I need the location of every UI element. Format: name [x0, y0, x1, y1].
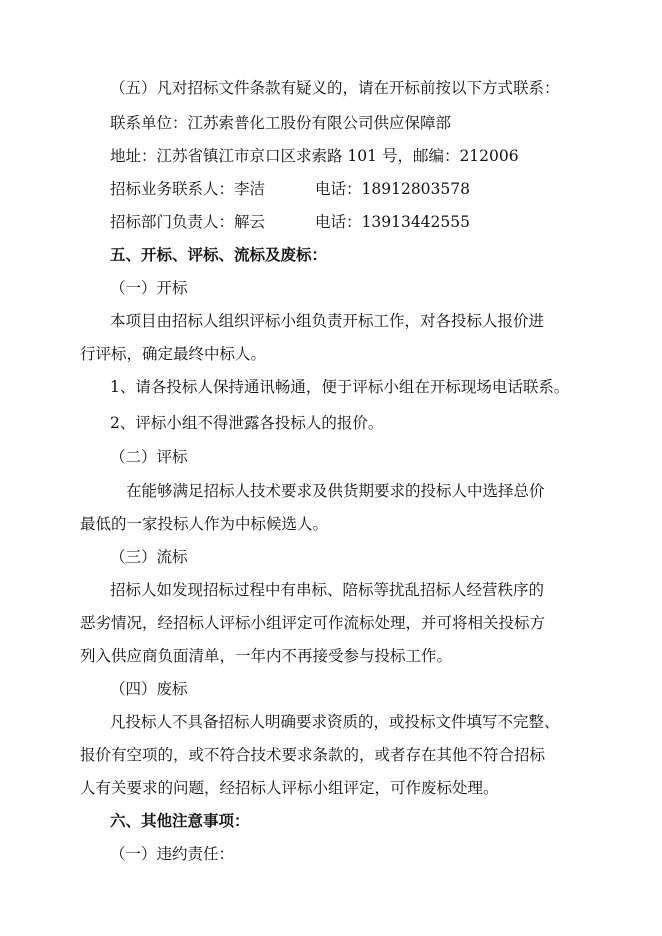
opening-title: （一）开标 [110, 279, 188, 297]
failure-line3: 列入供应商负面清单，一年内不再接受参与投标工作。 [80, 647, 453, 665]
section5-heading: 五、开标、评标、流标及废标： [110, 246, 328, 264]
failure-title: （三）流标 [110, 548, 188, 566]
contact-intro: （五）凡对招标文件条款有疑义的，请在开标前按以下方式联系： [110, 79, 560, 97]
section6-heading: 六、其他注意事项： [110, 812, 250, 830]
dept-phone: 电话：13913442555 [315, 213, 470, 231]
failure-line2: 恶劣情况，经招标人评标小组评定可作流标处理，并可将相关投标方 [80, 614, 546, 632]
breach-title: （一）违约责任： [110, 845, 235, 863]
contact-unit: 联系单位：江苏索普化工股份有限公司供应保障部 [110, 114, 452, 132]
business-phone: 电话：18912803578 [315, 180, 470, 198]
invalid-line3: 人有关要求的问题，经招标人评标小组评定，可作废标处理。 [80, 779, 499, 797]
invalid-line2: 报价有空项的，或不符合技术要求条款的，或者存在其他不符合招标 [80, 746, 546, 764]
invalid-line1: 凡投标人不具备招标人明确要求资质的，或投标文件填写不完整、 [110, 713, 560, 731]
evaluation-title: （二）评标 [110, 448, 188, 466]
contact-address: 地址：江苏省镇江市京口区求索路 101 号，邮编：212006 [110, 147, 519, 165]
opening-para-line2: 行评标，确定最终中标人。 [80, 345, 267, 363]
dept-head: 招标部门负责人：解云 [110, 213, 266, 231]
opening-para-line1: 本项目由招标人组织评标小组负责开标工作，对各投标人报价进 [110, 312, 545, 330]
opening-item-1: 1、请各投标人保持通讯畅通，便于评标小组在开标现场电话联系。 [110, 378, 570, 396]
invalid-title: （四）废标 [110, 680, 188, 698]
failure-line1: 招标人如发现招标过程中有串标、陪标等扰乱招标人经营秩序的 [110, 581, 545, 599]
evaluation-line2: 最低的一家投标人作为中标候选人。 [80, 515, 329, 533]
dept-head-line [110, 212, 470, 232]
evaluation-line1: 在能够满足招标人技术要求及供货期要求的投标人中选择总价 [126, 482, 545, 500]
business-contact-line [110, 179, 470, 199]
opening-item-2: 2、评标小组不得泄露各投标人的报价。 [110, 414, 384, 432]
business-contact: 招标业务联系人：李洁 [110, 180, 266, 198]
